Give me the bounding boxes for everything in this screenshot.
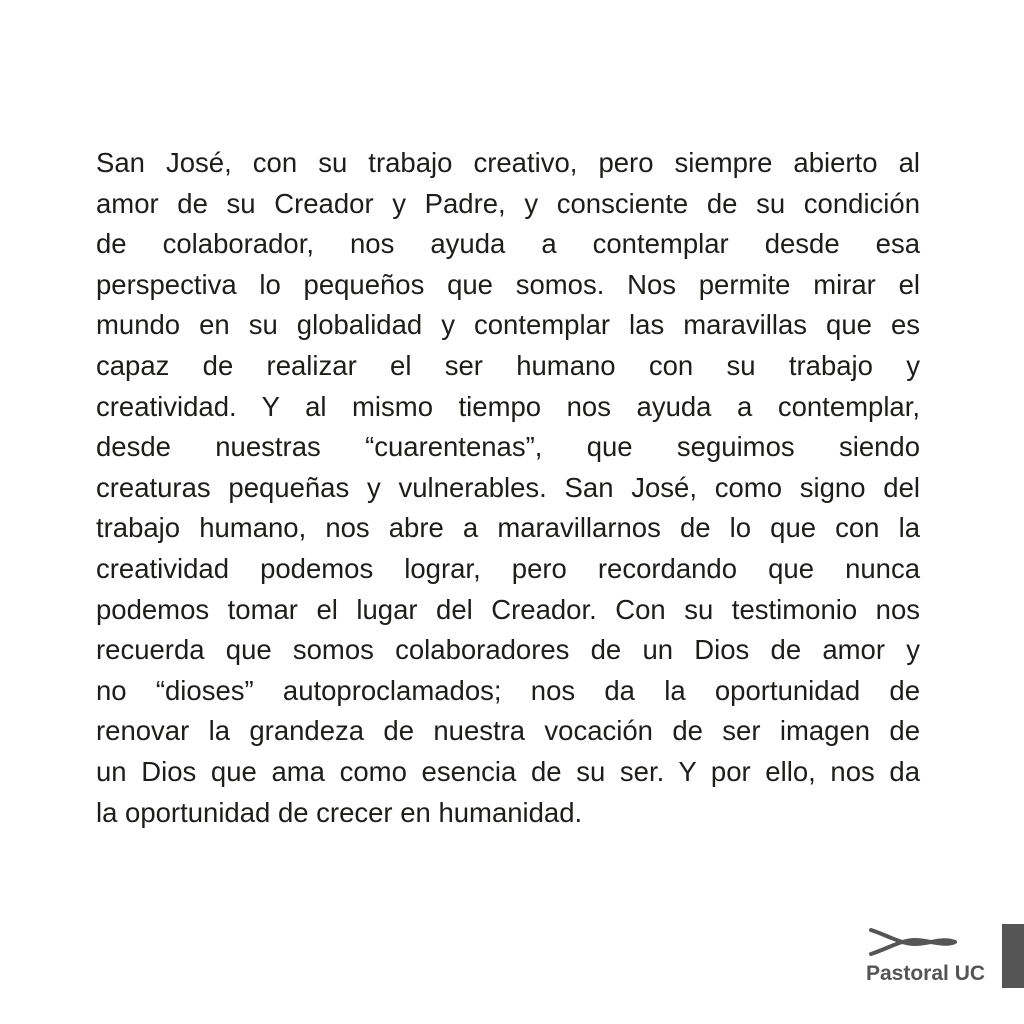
paragraph-line: creatividad podemos lograr, pero recordando que nunca	[96, 552, 920, 584]
fish-icon	[869, 926, 957, 960]
paragraph-line: no “dioses” autoproclamados; nos da la oportunidad de	[96, 674, 920, 706]
paragraph-line: creatividad. Y al mismo tiempo nos ayuda a contemplar,	[96, 390, 920, 422]
paragraph-line: recuerda que somos colaboradores de un Dios de amor y	[96, 634, 920, 666]
paragraph-line: creaturas pequeñas y vulnerables. San José, como signo del	[96, 471, 920, 503]
paragraph-line: desde nuestras “cuarentenas”, que seguimos siendo	[96, 431, 920, 463]
paragraph-line: renovar la grandeza de nuestra vocación de ser imagen de	[96, 715, 920, 747]
reflection-paragraph	[96, 143, 920, 833]
logo-text: Pastoral UC	[866, 962, 986, 985]
pastoral-uc-logo	[864, 926, 998, 988]
paragraph-line: San José, con su trabajo creativo, pero siempre abierto al	[96, 147, 920, 178]
paragraph-line: trabajo humano, nos abre a maravillarnos de lo que con la	[96, 512, 920, 544]
paragraph-line: mundo en su globalidad y contemplar las maravillas que es	[96, 309, 920, 341]
paragraph-line: podemos tomar el lugar del Creador. Con su testimonio nos	[96, 593, 920, 625]
paragraph-line: de colaborador, nos ayuda a contemplar desde esa	[96, 228, 920, 260]
paragraph-line: perspectiva lo pequeños que somos. Nos permite mirar el	[96, 268, 920, 300]
logo-side-bar	[1002, 924, 1024, 988]
paragraph-line-last: la oportunidad de crecer en humanidad.	[96, 796, 583, 828]
paragraph-line: capaz de realizar el ser humano con su trabajo y	[96, 349, 920, 381]
paragraph-line: amor de su Creador y Padre, y consciente de su condición	[96, 187, 920, 219]
paragraph-line: un Dios que ama como esencia de su ser. Y por ello, nos da	[96, 755, 920, 787]
